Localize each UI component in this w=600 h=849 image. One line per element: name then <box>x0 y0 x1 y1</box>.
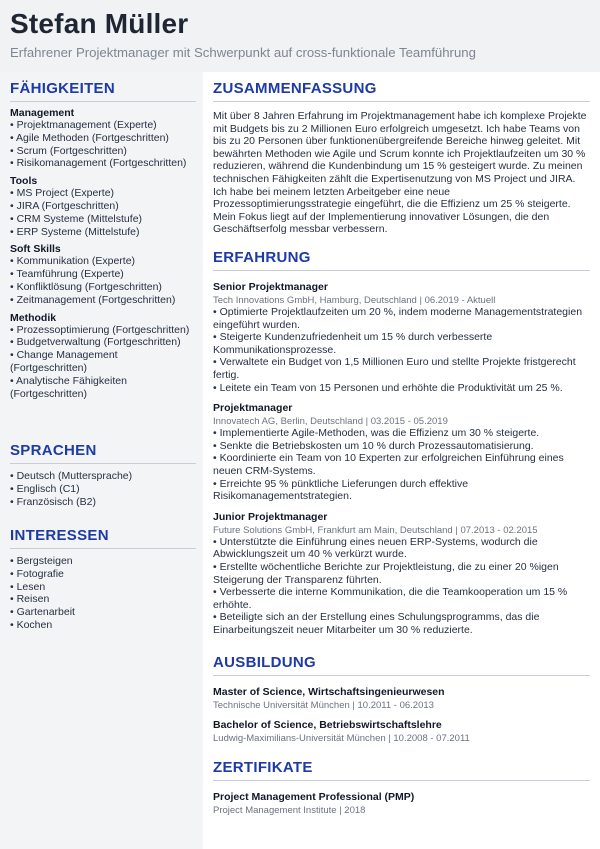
skill-item: • Projektmanagement (Experte) <box>10 119 157 131</box>
skill-item: • Teamführung (Experte) <box>10 268 124 281</box>
job-meta: Innovatech AG, Berlin, Deutschland | 03.2015 - 05.2019 <box>213 416 448 428</box>
language-item: • Französisch (B2) <box>10 495 96 508</box>
education-title: AUSBILDUNG <box>213 654 590 676</box>
job-bullet: • Beteiligte sich an der Erstellung eines Schulungsprogramms, das die Einarbeitungszeit neuer Mitarbeiter um 30 % reduzierte. <box>213 611 540 636</box>
job-meta: Tech Innovations GmbH, Hamburg, Deutschland | 06.2019 - Aktuell <box>213 295 496 306</box>
job-bullet: • Implementierte Agile-Methoden, was die Effizienz um 30 % steigerte. <box>213 427 540 440</box>
interest-item: • Kochen <box>10 618 53 631</box>
job-bullet: • Senkte die Betriebskosten um 10 % durch Prozessautomatisierung. <box>213 439 534 452</box>
job-bullet: • Steigerte Kundenzufriedenheit um 15 % durch verbesserte Kommunikationsprozesse. <box>213 331 493 356</box>
skill-item: • ERP Systeme (Mittelstufe) <box>10 225 140 238</box>
interest-item: • Lesen <box>10 580 46 593</box>
job-entry <box>213 511 590 637</box>
job-bullet: • Optimierte Projektlaufzeiten um 20 %, indem moderne Managementstrategien eingeführt wurden. <box>213 306 583 331</box>
experience-title: ERFAHRUNG <box>213 249 590 271</box>
skill-item: • Agile Methoden (Fortgeschritten) <box>10 131 169 144</box>
skill-item: • Konfliktlösung (Fortgeschritten) <box>10 280 162 293</box>
summary-title: ZUSAMMENFASSUNG <box>213 80 590 102</box>
job-bullet: • Koordinierte ein Team von 10 Experten zur erfolgreichen Einführung eines neuen CRM-Systems. <box>213 452 564 477</box>
interest-item: • Reisen <box>10 593 50 606</box>
summary-section <box>213 80 590 236</box>
education-entry <box>213 686 590 711</box>
interest-item: • Gartenarbeit <box>10 606 75 619</box>
language-item: • Englisch (C1) <box>10 482 80 495</box>
candidate-name: Stefan Müller <box>10 8 189 39</box>
certificate-meta: Project Management Institute | 2018 <box>213 805 366 816</box>
job-title: Senior Projektmanager <box>213 281 328 293</box>
degree-title: Master of Science, Wirtschaftsingenieurwesen <box>213 686 445 698</box>
skill-item: • Kommunikation (Experte) <box>10 255 136 268</box>
skill-group-title: Management <box>10 107 75 119</box>
interests-section <box>10 527 196 632</box>
interests-title: INTERESSEN <box>10 527 196 549</box>
skill-item: • Risikomanagement (Fortgeschritten) <box>10 157 187 170</box>
languages-section <box>10 442 196 508</box>
job-bullet: • Erstellte wöchentliche Berichte zur Projektleistung, die zu einer 20 %igen Steigerung der Transparenz führten. <box>213 560 559 586</box>
interest-item: • Fotografie <box>10 567 64 580</box>
skills-title: FÄHIGKEITEN <box>10 80 196 102</box>
header <box>0 0 600 72</box>
job-bullet: • Verbesserte die interne Kommunikation, die die Teamkooperation um 15 % erhöhte. <box>213 586 568 611</box>
experience-section <box>213 249 590 636</box>
job-entry <box>213 281 590 394</box>
degree-title: Bachelor of Science, Betriebswirtschaftslehre <box>213 719 442 731</box>
certificates-title: ZERTIFIKATE <box>213 759 590 781</box>
skill-group-title: Methodik <box>10 311 57 324</box>
skill-item: • Change Management (Fortgeschritten) <box>10 349 118 374</box>
certificate-entry <box>213 791 590 816</box>
language-item: • Deutsch (Muttersprache) <box>10 470 133 482</box>
job-bullet: • Erreichte 95 % pünktliche Lieferungen durch effektive Risikomanagementstrategien. <box>213 477 469 503</box>
education-entry <box>213 719 590 744</box>
candidate-tagline: Erfahrener Projektmanager mit Schwerpunkt auf cross-funktionale Teamführung <box>10 45 476 60</box>
skill-group-title: Soft Skills <box>10 243 61 256</box>
job-meta: Future Solutions GmbH, Frankfurt am Main, Deutschland | 07.2013 - 02.2015 <box>213 524 538 536</box>
job-title: Junior Projektmanager <box>213 510 328 523</box>
skill-item: • Prozessoptimierung (Fortgeschritten) <box>10 323 190 336</box>
certificate-title: Project Management Professional (PMP) <box>213 791 415 803</box>
skill-item: • Zeitmanagement (Fortgeschritten) <box>10 293 176 306</box>
skill-item: • CRM Systeme (Mittelstufe) <box>10 212 143 225</box>
job-bullet: • Leitete ein Team von 15 Personen und erhöhte die Produktivität um 25 %. <box>213 381 563 394</box>
skill-item: • Analytische Fähigkeiten (Fortgeschritten) <box>10 374 127 400</box>
skill-item: • Scrum (Fortgeschritten) <box>10 144 127 157</box>
job-bullet: • Unterstützte die Einführung eines neuen ERP-Systems, wodurch die Abwicklungszeit um 40 % verkürzt wurde. <box>213 535 538 561</box>
summary-text: Mit über 8 Jahren Erfahrung im Projektmanagement habe ich komplexe Projekte mit Budgets bis zu 2 Millionen Euro erfolgreich umgesetzt. Ich habe Teams von bis zu 20 Personen über funktionenübergreifende Bereiche hinweg geleitet. Mit bewährten Methoden wie Agile und Scrum konnte ich Projektlaufzeiten um 30 % reduzieren, während die Kundenbindung um 15 % gesteigert wurde. Zu meinen technischen Fähigkeiten zählt die Expertisenutzung von MS Project und JIRA. Ich habe bei meinem letzten Arbeitgeber eine neue Prozessoptimierungsstrategie eingeführt, die die Effizienz um 25 % steigerte. Mein Fokus liegt auf der Implementierung innovativer Lösungen, die den Geschäftserfolg messbar verbessern. <box>213 110 587 236</box>
degree-meta: Ludwig-Maximilians-Universität München | 10.2008 - 07.2011 <box>213 733 470 744</box>
job-bullet: • Verwaltete ein Budget von 1,5 Millionen Euro und stellte Projekte fristgerecht fertig. <box>213 356 576 381</box>
skill-group-title: Tools <box>10 175 38 188</box>
degree-meta: Technische Universität München | 10.2011 - 06.2013 <box>213 700 434 711</box>
skill-item: • Budgetverwaltung (Fortgeschritten) <box>10 336 181 349</box>
interest-item: • Bergsteigen <box>10 555 73 567</box>
languages-title: SPRACHEN <box>10 442 196 464</box>
certificates-section <box>213 759 590 816</box>
job-title: Projektmanager <box>213 402 293 415</box>
skill-item: • MS Project (Experte) <box>10 187 115 200</box>
skill-item: • JIRA (Fortgeschritten) <box>10 199 119 212</box>
job-entry <box>213 402 590 503</box>
skills-section <box>10 80 196 400</box>
education-section <box>213 654 590 744</box>
